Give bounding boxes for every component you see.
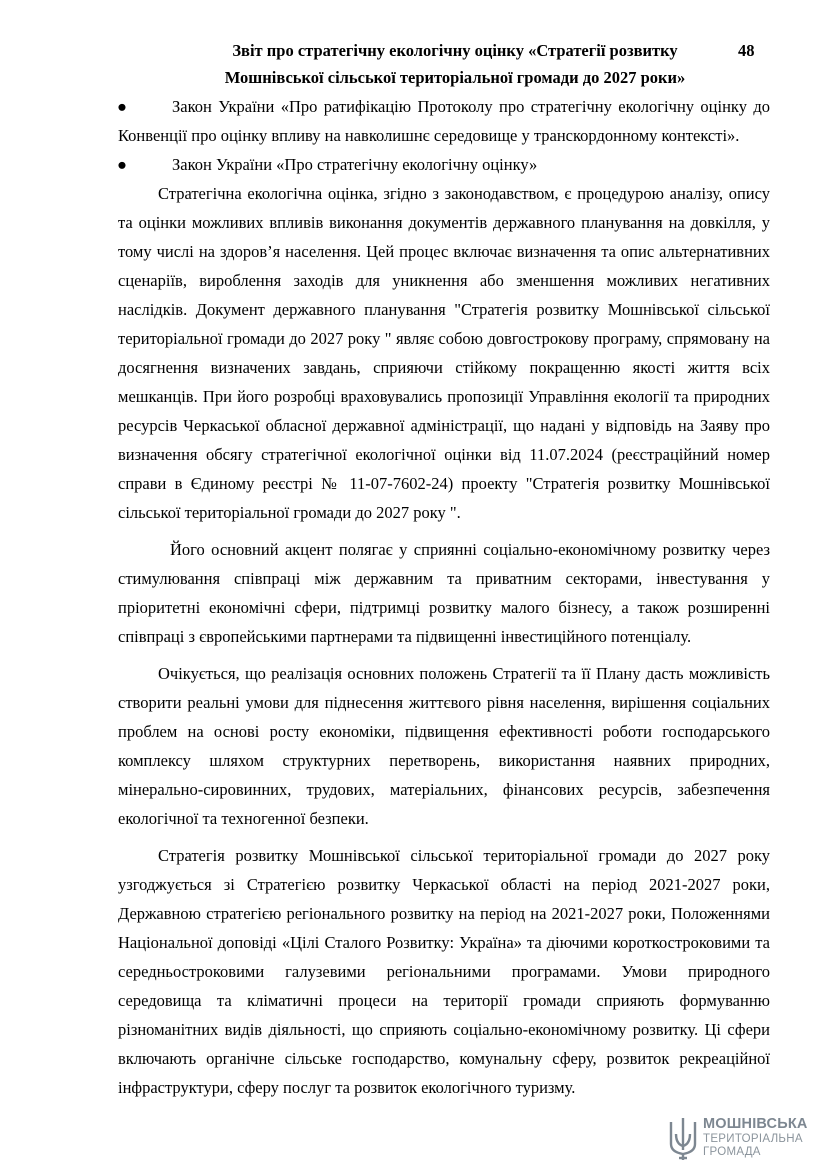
header-title-line1: Звіт про стратегічну екологічну оцінку «Стратегії розвитку [232,41,678,60]
bullet-text: Закон України «Про стратегічну екологічну оцінку» [172,155,538,174]
bullet-item [118,92,770,150]
paragraph: Стратегія розвитку Мошнівської сільської територіальної громади до 2027 року узгоджується зі Стратегією розвитку Черкаської області на період 2021-2027 роки, Державною стратегією регіонального розвитку на період на 2021-2027 роки, Положеннями Національної доповіді «Цілі Сталого Розвитку: Україна» та діючими короткостроковими та середньостроковими галузевими регіональними програмами. Умови природного середовища та кліматичні процеси на території громади сприяють формуванню різноманітних видів діяльності, що сприяють соціально-економічному розвитку. Ці сфери включають органічне сільське господарство, комунальну сферу, розвиток рекреаційної інфраструктури, сферу послуг та розвиток екологічного туризму. [118,846,770,1097]
trident-icon [667,1114,699,1162]
header-title-line2: Мошнівської сільської територіальної громади до 2027 роки» [224,68,686,87]
community-logo [667,1114,817,1164]
logo-subtitle: ТЕРИТОРІАЛЬНА [703,1133,803,1145]
bullet-marker: ● [117,97,127,116]
bullet-text: Закон України «Про ратифікацію Протоколу про стратегічну екологічну оцінку до Конвенції про оцінку впливу на навколишнє середовище у транскордонному контексті». [118,97,770,145]
logo-subtitle-2: ГРОМАДА [703,1146,761,1158]
paragraph: Його основний акцент полягає у сприянні соціально-економічному розвитку через стимулювання співпраці між державним та приватним секторами, інвестування у пріоритетні економічні сфери, підтримці розвитку малого бізнесу, а також розширенні співпраці з європейськими партнерами та підвищенні інвестиційного потенціалу. [118,540,770,646]
page-number: 48 [738,41,755,60]
report-header [190,37,720,91]
bullet-item [118,150,770,179]
bullet-marker: ● [117,155,127,174]
logo-title: МОШНІВСЬКА [703,1116,808,1132]
paragraph: Очікується, що реалізація основних положень Стратегії та її Плану дасть можливість створити реальні умови для піднесення життєвого рівня населення, вирішення соціальних проблем на основі росту економіки, підвищення ефективності роботи господарського комплексу шляхом структурних перетворень, використання наявних природних, мінерально-сировинних, трудових, матеріальних, фінансових ресурсів, забезпечення екологічної та техногенної безпеки. [118,664,770,828]
paragraph: Стратегічна екологічна оцінка, згідно з законодавством, є процедурою аналізу, опису та оцінки можливих впливів виконання документів державного планування на довкілля, у тому числі на здоров’я населення. Цей процес включає визначення та опис альтернативних сценаріїв, вироблення заходів для уникнення або зменшення можливих негативних наслідків. Документ державного планування "Стратегія розвитку Мошнівської сільської територіальної громади до 2027 року " являє собою довгострокову програму, спрямовану на досягнення визначених завдань, сприяючи стійкому покращенню якості життя всіх мешканців. При його розробці враховувались пропозиції Управління екології та природних ресурсів Черкаської обласної державної адміністрації, що надані у відповідь на Заяву про визначення обсягу стратегічної екологічної оцінки від 11.07.2024 (реєстраційний номер справи в Єдиному реєстрі № 11-07-7602-24) проекту "Стратегія розвитку Мошнівської сільської територіальної громади до 2027 року ". [118,184,770,522]
document-body [118,92,770,1102]
